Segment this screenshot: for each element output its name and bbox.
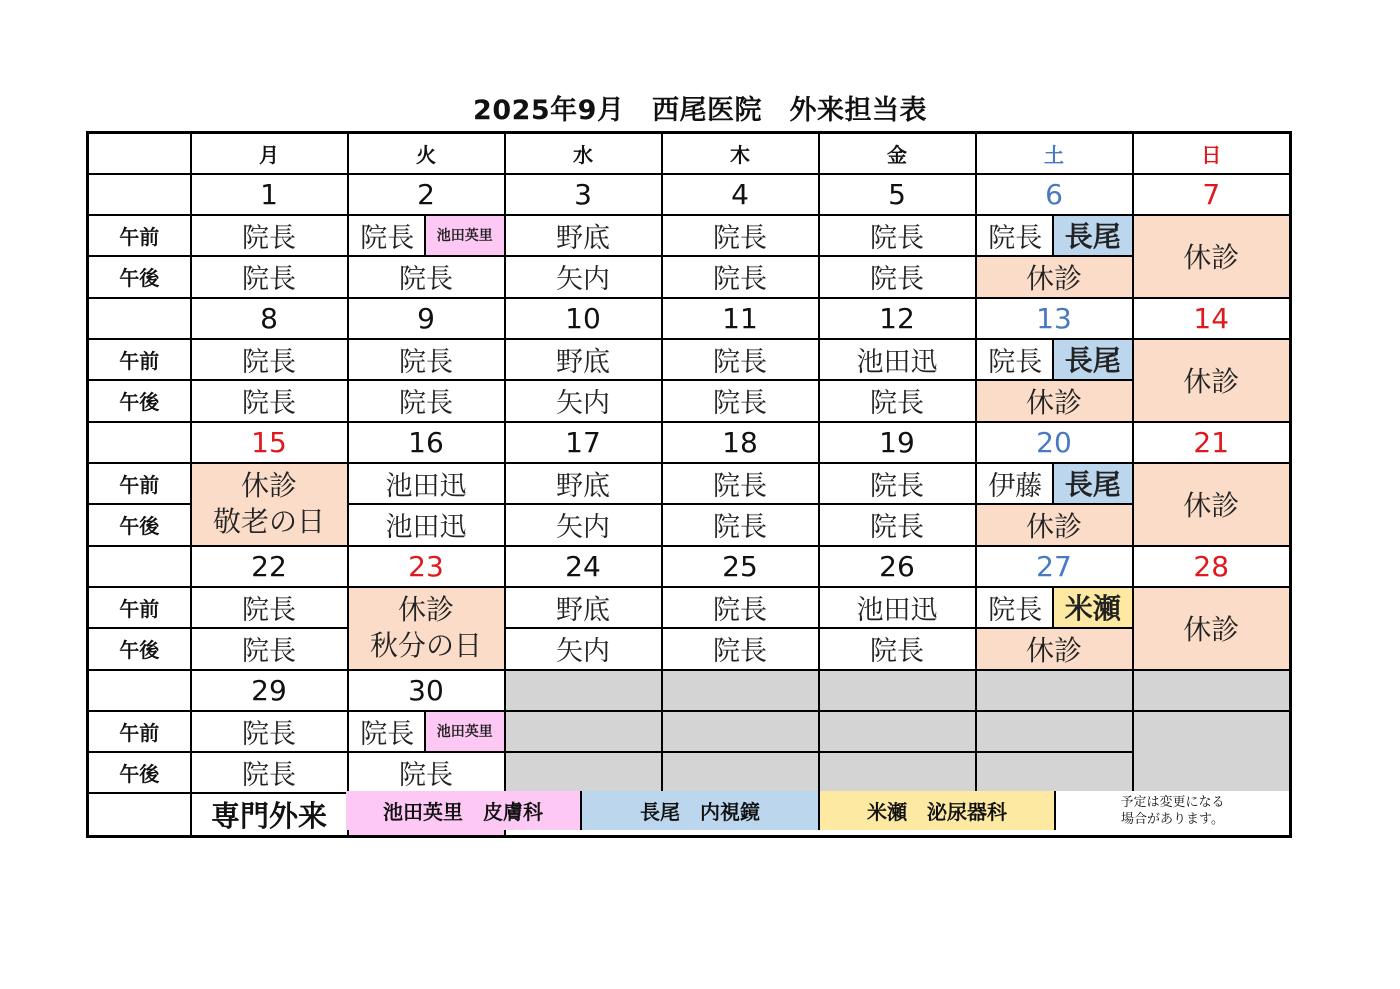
date-26: 26 <box>819 546 976 587</box>
week5-date-row <box>88 670 1291 711</box>
closed-cell: 休診 <box>1133 463 1291 546</box>
doctor-main: 伊藤 <box>988 470 1043 502</box>
holiday-name: 敬老の日 <box>212 505 325 538</box>
doctor-cell: 矢内 <box>505 504 662 546</box>
doctor-cell: 院長 <box>191 380 348 422</box>
am-label: 午前 <box>88 587 191 628</box>
am-label: 午前 <box>88 339 191 380</box>
dow-thu: 木 <box>662 133 819 174</box>
doctor-cell: 池田迅 <box>819 339 976 380</box>
holiday-name: 秋分の日 <box>369 629 482 662</box>
specialist-ikeda-eri: 池田英里 <box>424 712 504 751</box>
doctor-cell: 野底 <box>505 339 662 380</box>
closed-cell: 休診 <box>976 380 1133 422</box>
date-19: 19 <box>819 422 976 463</box>
doctor-cell: 院長 <box>662 504 819 546</box>
dow-tue: 火 <box>348 133 505 174</box>
note-line-1: 予定は変更になる <box>1120 794 1225 810</box>
date-22: 22 <box>191 546 348 587</box>
date-13: 13 <box>976 298 1133 339</box>
empty-cell <box>1133 711 1291 793</box>
empty-cell <box>819 752 976 793</box>
date-30: 30 <box>348 670 505 711</box>
dow-header-row <box>88 133 1291 174</box>
doctor-cell: 院長 <box>191 752 348 793</box>
doctor-cell: 院長 <box>662 256 819 298</box>
empty-cell <box>662 711 819 752</box>
doctor-cell-split <box>976 587 1133 628</box>
date-label-cell <box>88 670 191 711</box>
am-label: 午前 <box>88 711 191 752</box>
dow-sun: 日 <box>1133 133 1291 174</box>
date-label-cell <box>88 174 191 215</box>
doctor-cell: 院長 <box>191 587 348 628</box>
pm-label: 午後 <box>88 752 191 793</box>
date-8: 8 <box>191 298 348 339</box>
doctor-cell: 池田迅 <box>348 463 505 504</box>
date-17: 17 <box>505 422 662 463</box>
date-10: 10 <box>505 298 662 339</box>
week4-date-row <box>88 546 1291 587</box>
date-label-cell <box>88 298 191 339</box>
pm-label: 午後 <box>88 628 191 670</box>
doctor-cell: 院長 <box>819 256 976 298</box>
legend-nagao: 長尾 内視鏡 <box>582 791 820 830</box>
doctor-cell: 院長 <box>191 256 348 298</box>
pm-label: 午後 <box>88 380 191 422</box>
doctor-cell: 院長 <box>348 380 505 422</box>
date-14: 14 <box>1133 298 1291 339</box>
empty-cell <box>505 670 662 711</box>
week1-date-row <box>88 174 1291 215</box>
doctor-cell: 院長 <box>191 339 348 380</box>
doctor-cell: 院長 <box>819 628 976 670</box>
date-23: 23 <box>348 546 505 587</box>
specialist-yonese: 米瀬 <box>1052 588 1132 627</box>
closed-cell: 休診 <box>976 504 1133 546</box>
closed-cell: 休診 <box>1133 339 1291 422</box>
doctor-cell: 矢内 <box>505 256 662 298</box>
legend-overlay <box>346 791 1289 830</box>
week4-am-row <box>88 587 1291 628</box>
week2-pm-row <box>88 380 1291 422</box>
doctor-cell-split <box>976 339 1133 380</box>
am-label: 午前 <box>88 215 191 256</box>
specialist-nagao: 長尾 <box>1052 216 1132 255</box>
doctor-main: 院長 <box>360 222 415 254</box>
date-label-cell <box>88 422 191 463</box>
dow-fri: 金 <box>819 133 976 174</box>
doctor-cell-split <box>348 215 505 256</box>
specialist-ikeda-eri: 池田英里 <box>424 216 504 255</box>
empty-cell <box>976 752 1133 793</box>
date-27: 27 <box>976 546 1133 587</box>
date-label-cell <box>88 546 191 587</box>
date-11: 11 <box>662 298 819 339</box>
doctor-cell: 院長 <box>348 256 505 298</box>
empty-cell <box>662 752 819 793</box>
doctor-cell: 院長 <box>819 380 976 422</box>
date-7: 7 <box>1133 174 1291 215</box>
pm-label: 午後 <box>88 256 191 298</box>
date-4: 4 <box>662 174 819 215</box>
doctor-cell: 野底 <box>505 587 662 628</box>
empty-cell <box>505 752 662 793</box>
specialist-nagao: 長尾 <box>1052 464 1132 503</box>
doctor-cell: 院長 <box>662 628 819 670</box>
empty-cell <box>662 670 819 711</box>
week2-date-row <box>88 298 1291 339</box>
doctor-cell: 野底 <box>505 215 662 256</box>
closed-cell: 休診 <box>1133 587 1291 670</box>
date-9: 9 <box>348 298 505 339</box>
doctor-cell: 院長 <box>662 339 819 380</box>
week4-pm-row <box>88 628 1291 670</box>
page-title: 2025年9月 西尾医院 外来担当表 <box>473 95 927 126</box>
doctor-cell: 池田迅 <box>819 587 976 628</box>
date-5: 5 <box>819 174 976 215</box>
date-3: 3 <box>505 174 662 215</box>
date-20: 20 <box>976 422 1133 463</box>
doctor-cell: 院長 <box>348 339 505 380</box>
week5-am-row <box>88 711 1291 752</box>
doctor-main: 院長 <box>360 718 415 750</box>
legend-ikeda-eri: 池田英里 皮膚科 <box>346 791 582 830</box>
date-28: 28 <box>1133 546 1291 587</box>
pm-label: 午後 <box>88 504 191 546</box>
corner-cell <box>88 133 191 174</box>
empty-cell <box>819 711 976 752</box>
doctor-cell: 院長 <box>191 711 348 752</box>
holiday-closed-cell <box>191 463 348 546</box>
date-2: 2 <box>348 174 505 215</box>
doctor-cell: 院長 <box>662 215 819 256</box>
doctor-cell: 矢内 <box>505 628 662 670</box>
doctor-cell: 池田迅 <box>348 504 505 546</box>
specialist-nagao: 長尾 <box>1052 340 1132 379</box>
doctor-main: 院長 <box>988 222 1043 254</box>
legend-note <box>1056 791 1289 830</box>
doctor-cell: 院長 <box>348 752 505 793</box>
doctor-cell: 院長 <box>662 380 819 422</box>
closed-cell: 休診 <box>976 628 1133 670</box>
doctor-main: 院長 <box>988 346 1043 378</box>
legend-heading: 専門外来 <box>191 793 348 837</box>
holiday-closed-cell <box>348 587 505 670</box>
legend-yonese: 米瀬 泌尿器科 <box>820 791 1056 830</box>
week3-date-row <box>88 422 1291 463</box>
date-12: 12 <box>819 298 976 339</box>
note-line-2: 場合があります。 <box>1121 811 1224 827</box>
closed-text: 休診 <box>397 593 454 626</box>
doctor-cell: 院長 <box>819 215 976 256</box>
doctor-cell: 院長 <box>191 215 348 256</box>
empty-cell <box>1133 670 1291 711</box>
dow-mon: 月 <box>191 133 348 174</box>
doctor-cell: 院長 <box>191 628 348 670</box>
date-1: 1 <box>191 174 348 215</box>
am-label: 午前 <box>88 463 191 504</box>
closed-text: 休診 <box>240 469 297 502</box>
empty-cell <box>976 670 1133 711</box>
schedule-table <box>86 131 1292 838</box>
doctor-main: 院長 <box>988 594 1043 626</box>
date-16: 16 <box>348 422 505 463</box>
dow-sat: 土 <box>976 133 1133 174</box>
date-15: 15 <box>191 422 348 463</box>
date-21: 21 <box>1133 422 1291 463</box>
doctor-cell: 野底 <box>505 463 662 504</box>
doctor-cell: 院長 <box>819 504 976 546</box>
week5-pm-row <box>88 752 1291 793</box>
doctor-cell: 院長 <box>662 463 819 504</box>
closed-cell: 休診 <box>976 256 1133 298</box>
date-29: 29 <box>191 670 348 711</box>
week2-am-row <box>88 339 1291 380</box>
week1-am-row <box>88 215 1291 256</box>
week1-pm-row <box>88 256 1291 298</box>
week3-am-row <box>88 463 1291 504</box>
date-6: 6 <box>976 174 1133 215</box>
doctor-cell: 院長 <box>662 587 819 628</box>
doctor-cell: 矢内 <box>505 380 662 422</box>
empty-cell <box>976 711 1133 752</box>
dow-wed: 水 <box>505 133 662 174</box>
doctor-cell-split <box>348 711 505 752</box>
legend-corner <box>88 793 191 837</box>
date-24: 24 <box>505 546 662 587</box>
empty-cell <box>505 711 662 752</box>
date-18: 18 <box>662 422 819 463</box>
empty-cell <box>819 670 976 711</box>
doctor-cell-split <box>976 215 1133 256</box>
date-25: 25 <box>662 546 819 587</box>
doctor-cell: 院長 <box>819 463 976 504</box>
closed-cell: 休診 <box>1133 215 1291 298</box>
doctor-cell-split <box>976 463 1133 504</box>
